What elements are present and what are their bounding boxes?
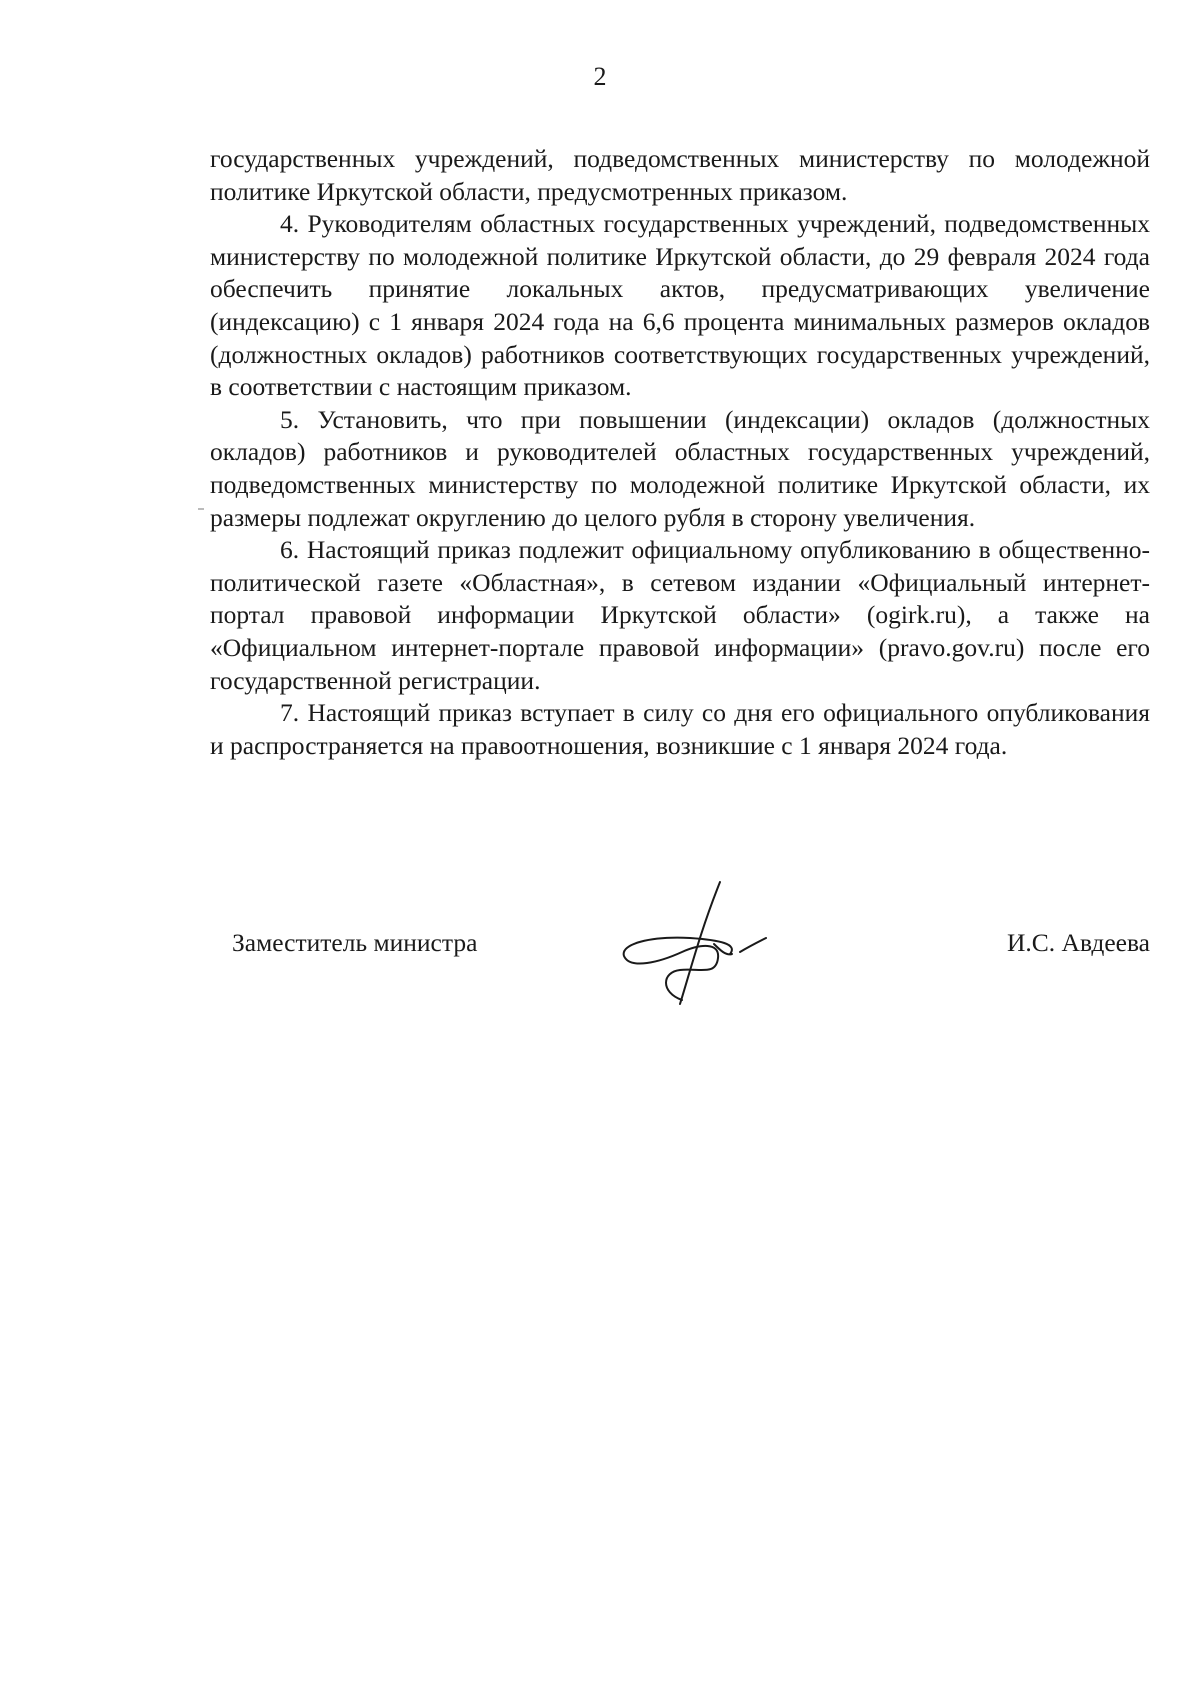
page-number: 2 [593,62,607,91]
scan-artifact [198,508,204,510]
signatory-name: И.С. Авдеева [1006,928,1150,957]
paragraph-continuation: государственных учреждений, подведомственных министерству по молодежной политике Иркутской области, предусмотренных приказом. [210,144,1150,206]
signature-block [0,860,1200,1010]
document-body [210,143,1150,762]
paragraph-item-5: 5. Установить, что при повышении (индексации) окладов (должностных окладов) работников и руководителей областных государственных учреждений, подведомственных министерству по молодежной политике Иркутской области, их размеры подлежат округлению до целого рубля в сторону увеличения. [210,404,1150,532]
paragraph-item-4: 4. Руководителям областных государственных учреждений, подведомственных министерству по молодежной политике Иркутской области, до 29 февраля 2024 года обеспечить принятие локальных актов, предусматривающих увеличение (индексацию) с 1 января 2024 года на 6,6 процента минимальных размеров окладов (должностных окладов) работников соответствующих государственных учреждений, в соответствии с настоящим приказом. [210,209,1150,402]
handwritten-signature-icon [620,872,790,1012]
paragraph-item-6: 6. Настоящий приказ подлежит официальному опубликованию в общественно-политической газете «Областная», в сетевом издании «Официальный интернет-портал правовой информации Иркутской области» (ogirk.ru), а также на «Официальном интернет-портале правовой информации» (pravo.gov.ru) после его государственной регистрации. [210,535,1150,695]
signatory-position: Заместитель министра [232,928,478,957]
paragraph-item-7: 7. Настоящий приказ вступает в силу со дня его официального опубликования и распространяется на правоотношения, возникшие с 1 января 2024 года. [210,698,1150,760]
